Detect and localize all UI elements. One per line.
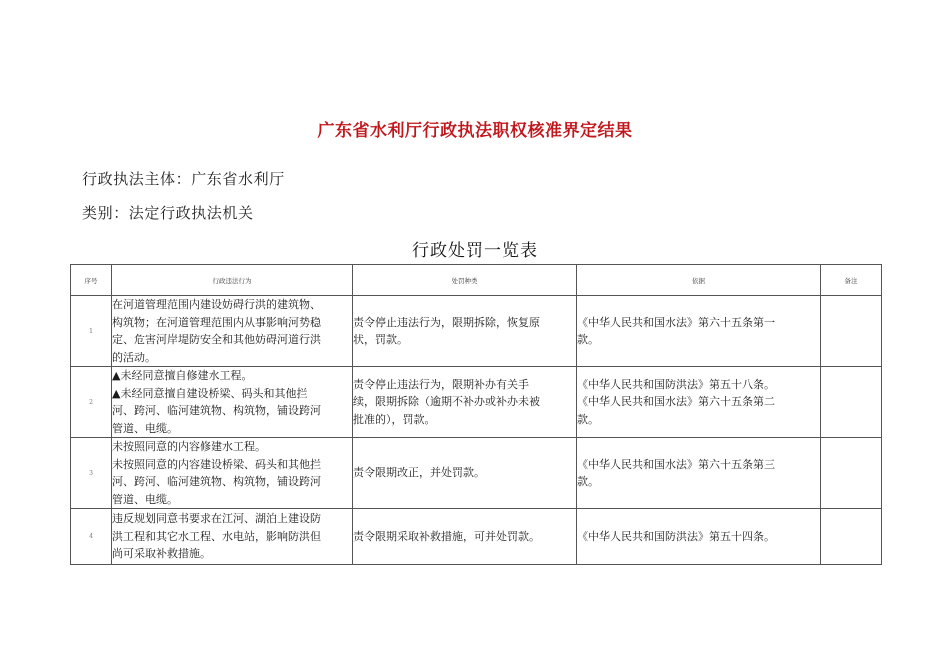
header-act: 行政违法行为 xyxy=(112,265,353,296)
basis-text: 《中华人民共和国防洪法》第五十八条。 xyxy=(577,377,775,391)
table-row xyxy=(71,296,882,367)
violation-text: 管道、电缆。 xyxy=(112,492,178,506)
violation-text: ▲未经同意擅自建设桥梁、码头和其他拦 xyxy=(112,386,308,400)
enforcement-subject-line: 行政执法主体：广东省水利厅 xyxy=(82,170,285,188)
table-row xyxy=(71,367,882,438)
violation-text: 河、跨河、临河建筑物、构筑物，铺设跨河 xyxy=(112,404,321,417)
violation-cell xyxy=(112,438,353,509)
remark-cell xyxy=(821,509,882,565)
violation-text: 定、危害河岸堤防安全和其他妨碍河道行洪 xyxy=(112,333,321,346)
basis-cell xyxy=(577,296,821,367)
basis-cell xyxy=(577,509,821,565)
row-number: 3 xyxy=(71,438,112,509)
header-basis: 依据 xyxy=(577,265,821,296)
penalty-text: 责令限期改正，并处罚款。 xyxy=(353,466,485,480)
penalty-table xyxy=(70,264,882,565)
violation-text: 管道、电缆。 xyxy=(112,421,178,435)
remark-cell xyxy=(821,296,882,367)
violation-text: 违反规划同意书要求在江河、湖泊上建设防 xyxy=(112,512,321,526)
header-no: 序号 xyxy=(71,265,112,296)
violation-text: 在河道管理范围内建设妨碍行洪的建筑物、 xyxy=(112,298,321,311)
penalty-text: 责令停止违法行为，限期拆除，恢复原 xyxy=(353,315,540,329)
table-header-row xyxy=(71,265,882,296)
penalty-text: 责令限期采取补救措施，可并处罚款。 xyxy=(353,529,540,543)
violation-text: 尚可采取补救措施。 xyxy=(112,547,211,561)
violation-cell xyxy=(112,367,353,438)
remark-cell xyxy=(821,438,882,509)
basis-text: 《中华人民共和国水法》第六十五条第二 xyxy=(577,395,775,409)
violation-text: 洪工程和其它水工程、水电站，影响防洪但 xyxy=(112,529,321,543)
penalty-text: 续，限期拆除（逾期不补办或补办未被 xyxy=(353,395,540,409)
table-row xyxy=(71,509,882,565)
violation-text: 的活动。 xyxy=(112,350,156,364)
violation-cell xyxy=(112,296,353,367)
basis-text: 《中华人民共和国水法》第六十五条第三 xyxy=(577,457,775,471)
basis-cell xyxy=(577,438,821,509)
basis-cell xyxy=(577,367,821,438)
remark-cell xyxy=(821,367,882,438)
row-number: 4 xyxy=(71,509,112,565)
penalty-cell xyxy=(353,367,577,438)
document-title: 广东省水利厅行政执法职权核准界定结果 xyxy=(317,121,633,141)
basis-text: 《中华人民共和国防洪法》第五十四条。 xyxy=(577,529,775,543)
penalty-text: 责令停止违法行为，限期补办有关手 xyxy=(353,377,529,391)
row-number: 1 xyxy=(71,296,112,367)
row-number: 2 xyxy=(71,367,112,438)
basis-text: 款。 xyxy=(577,412,599,426)
basis-text: 款。 xyxy=(577,475,599,488)
penalty-cell xyxy=(353,509,577,565)
table-title: 行政处罚一览表 xyxy=(412,241,538,261)
header-penalty: 处罚种类 xyxy=(353,265,577,296)
table-row xyxy=(71,438,882,509)
basis-text: 《中华人民共和国水法》第六十五条第一 xyxy=(577,315,775,329)
violation-text: 构筑物；在河道管理范围内从事影响河势稳 xyxy=(112,315,321,329)
penalty-cell xyxy=(353,296,577,367)
category-line: 类别：法定行政执法机关 xyxy=(82,204,254,222)
violation-text: ▲未经同意擅自修建水工程。 xyxy=(112,369,253,382)
violation-text: 未按照同意的内容修建水工程。 xyxy=(112,440,266,453)
penalty-text: 状，罚款。 xyxy=(353,333,408,346)
penalty-text: 批准的），罚款。 xyxy=(353,412,436,426)
violation-text: 河、跨河、临河建筑物、构筑物，铺设跨河 xyxy=(112,475,321,488)
violation-cell xyxy=(112,509,353,565)
basis-text: 款。 xyxy=(577,333,599,346)
violation-text: 未按照同意的内容建设桥梁、码头和其他拦 xyxy=(112,457,321,471)
penalty-cell xyxy=(353,438,577,509)
header-remark: 备注 xyxy=(821,265,882,296)
